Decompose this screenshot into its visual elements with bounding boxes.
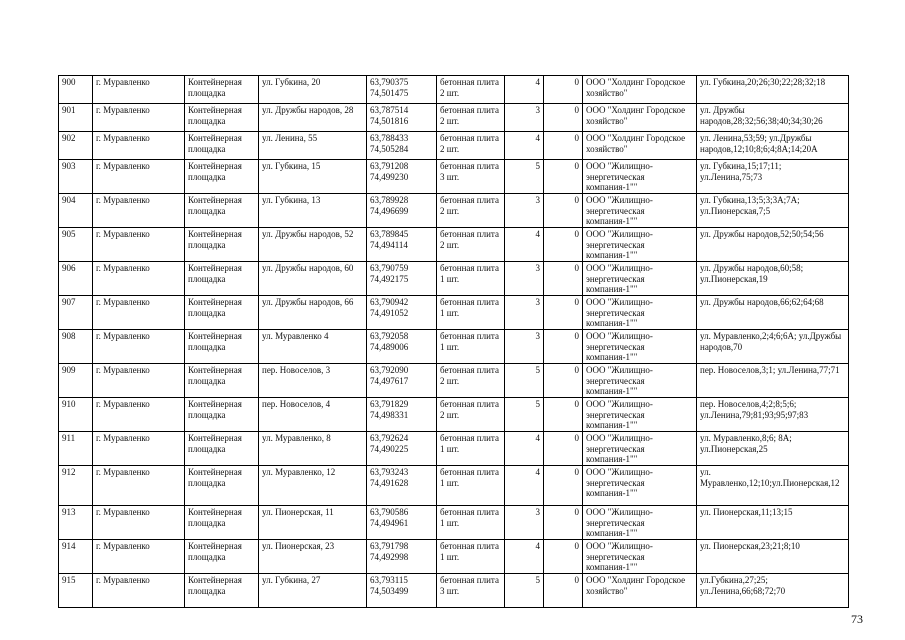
- container-count-cell: 5: [505, 574, 544, 608]
- organization-cell: ООО "Жилищно-энергетическая компания-1"": [583, 466, 697, 506]
- site-type-cell: Контейнерная площадка: [185, 398, 259, 432]
- latitude: 63,788433: [370, 133, 409, 143]
- city-cell: г. Муравленко: [93, 398, 185, 432]
- container-count-cell: 4: [505, 466, 544, 506]
- container-count-cell: 3: [505, 330, 544, 364]
- site-type-cell: Контейнерная площадка: [185, 262, 259, 296]
- city-cell: г. Муравленко: [93, 76, 185, 104]
- volume-cell: 0: [544, 160, 583, 194]
- latitude: 63,791798: [370, 541, 409, 551]
- surface-cell: бетонная плита 3 шт.: [437, 574, 505, 608]
- site-type-cell: Контейнерная площадка: [185, 104, 259, 132]
- city-cell: г. Муравленко: [93, 540, 185, 574]
- address-cell: ул. Муравленко 4: [259, 330, 367, 364]
- table-body: [59, 76, 849, 608]
- longitude: 74,503499: [370, 585, 409, 596]
- coordinates-cell: [367, 398, 437, 432]
- surface-cell: бетонная плита 2 шт.: [437, 104, 505, 132]
- city-cell: г. Муравленко: [93, 296, 185, 330]
- container-sites-table: [58, 75, 849, 608]
- city-cell: г. Муравленко: [93, 432, 185, 466]
- surface-cell: бетонная плита 2 шт.: [437, 364, 505, 398]
- longitude: 74,497617: [370, 375, 409, 386]
- served-addresses-cell: ул. Муравленко,8;6; 8А; ул.Пионерская,25: [697, 432, 849, 466]
- city-cell: г. Муравленко: [93, 506, 185, 540]
- table-row: [59, 432, 849, 466]
- city-cell: г. Муравленко: [93, 262, 185, 296]
- volume-cell: 0: [544, 132, 583, 160]
- volume-cell: 0: [544, 364, 583, 398]
- served-addresses-cell: ул. Дружбы народов,66;62;64;68: [697, 296, 849, 330]
- organization-cell: ООО "Жилищно-энергетическая компания-1"": [583, 296, 697, 330]
- container-count-cell: 4: [505, 132, 544, 160]
- served-addresses-cell: ул. Дружбы народов,60;58; ул.Пионерская,19: [697, 262, 849, 296]
- longitude: 74,505284: [370, 143, 409, 154]
- latitude: 63,792058: [370, 331, 409, 341]
- address-cell: ул. Пионерская, 11: [259, 506, 367, 540]
- longitude: 74,489006: [370, 341, 409, 352]
- served-addresses-cell: ул. Губкина,15;17;11; ул.Ленина,75;73: [697, 160, 849, 194]
- container-count-cell: 3: [505, 262, 544, 296]
- coordinates-cell: [367, 76, 437, 104]
- coordinates-cell: [367, 160, 437, 194]
- longitude: 74,494114: [370, 239, 408, 250]
- volume-cell: 0: [544, 540, 583, 574]
- site-type-cell: Контейнерная площадка: [185, 466, 259, 506]
- row-number: 911: [59, 432, 93, 466]
- address-cell: ул. Губкина, 15: [259, 160, 367, 194]
- longitude: 74,492175: [370, 273, 409, 284]
- container-count-cell: 5: [505, 160, 544, 194]
- row-number: 904: [59, 194, 93, 228]
- organization-cell: ООО "Жилищно-энергетическая компания-1"": [583, 506, 697, 540]
- row-number: 908: [59, 330, 93, 364]
- city-cell: г. Муравленко: [93, 104, 185, 132]
- organization-cell: ООО "Жилищно-энергетическая компания-1"": [583, 432, 697, 466]
- address-cell: ул. Губкина, 27: [259, 574, 367, 608]
- table-row: [59, 574, 849, 608]
- served-addresses-cell: ул.Губкина,27;25; ул.Ленина,66;68;72;70: [697, 574, 849, 608]
- row-number: 905: [59, 228, 93, 262]
- latitude: 63,790586: [370, 507, 409, 517]
- table-row: [59, 228, 849, 262]
- volume-cell: 0: [544, 574, 583, 608]
- row-number: 903: [59, 160, 93, 194]
- coordinates-cell: [367, 296, 437, 330]
- latitude: 63,790942: [370, 297, 409, 307]
- coordinates-cell: [367, 574, 437, 608]
- coordinates-cell: [367, 540, 437, 574]
- coordinates-cell: [367, 194, 437, 228]
- row-number: 912: [59, 466, 93, 506]
- site-type-cell: Контейнерная площадка: [185, 432, 259, 466]
- served-addresses-cell: ул. Дружбы народов,52;50;54;56: [697, 228, 849, 262]
- volume-cell: 0: [544, 466, 583, 506]
- row-number: 914: [59, 540, 93, 574]
- coordinates-cell: [367, 104, 437, 132]
- city-cell: г. Муравленко: [93, 132, 185, 160]
- organization-cell: ООО "Жилищно-энергетическая компания-1"": [583, 228, 697, 262]
- surface-cell: бетонная плита 1 шт.: [437, 330, 505, 364]
- served-addresses-cell: пер. Новоселов,3;1; ул.Ленина,77;71: [697, 364, 849, 398]
- row-number: 909: [59, 364, 93, 398]
- row-number: 900: [59, 76, 93, 104]
- site-type-cell: Контейнерная площадка: [185, 506, 259, 540]
- table-row: [59, 330, 849, 364]
- organization-cell: ООО "Жилищно-энергетическая компания-1"": [583, 194, 697, 228]
- latitude: 63,789928: [370, 195, 409, 205]
- longitude: 74,492998: [370, 551, 409, 562]
- table-row: [59, 104, 849, 132]
- page-number: 73: [851, 612, 863, 626]
- coordinates-cell: [367, 432, 437, 466]
- volume-cell: 0: [544, 506, 583, 540]
- longitude: 74,496699: [370, 205, 409, 216]
- coordinates-cell: [367, 262, 437, 296]
- site-type-cell: Контейнерная площадка: [185, 76, 259, 104]
- surface-cell: бетонная плита 1 шт.: [437, 262, 505, 296]
- table-row: [59, 466, 849, 506]
- volume-cell: 0: [544, 296, 583, 330]
- coordinates-cell: [367, 228, 437, 262]
- row-number: 901: [59, 104, 93, 132]
- site-type-cell: Контейнерная площадка: [185, 364, 259, 398]
- address-cell: ул. Дружбы народов, 52: [259, 228, 367, 262]
- address-cell: ул. Губкина, 13: [259, 194, 367, 228]
- container-count-cell: 5: [505, 364, 544, 398]
- coordinates-cell: [367, 466, 437, 506]
- organization-cell: ООО "Жилищно-энергетическая компания-1"": [583, 160, 697, 194]
- surface-cell: бетонная плита 1 шт.: [437, 540, 505, 574]
- container-count-cell: 3: [505, 506, 544, 540]
- organization-cell: ООО "Холдинг Городское хозяйство": [583, 104, 697, 132]
- served-addresses-cell: ул. Дружбы народов,28;32;56;38;40;34;30;26: [697, 104, 849, 132]
- volume-cell: 0: [544, 104, 583, 132]
- row-number: 910: [59, 398, 93, 432]
- address-cell: ул. Пионерская, 23: [259, 540, 367, 574]
- volume-cell: 0: [544, 228, 583, 262]
- latitude: 63,791208: [370, 161, 409, 171]
- volume-cell: 0: [544, 330, 583, 364]
- table-row: [59, 194, 849, 228]
- coordinates-cell: [367, 330, 437, 364]
- coordinates-cell: [367, 132, 437, 160]
- longitude: 74,490225: [370, 443, 409, 454]
- row-number: 915: [59, 574, 93, 608]
- site-type-cell: Контейнерная площадка: [185, 228, 259, 262]
- volume-cell: 0: [544, 194, 583, 228]
- longitude: 74,501475: [370, 87, 409, 98]
- container-count-cell: 4: [505, 228, 544, 262]
- latitude: 63,793243: [370, 467, 409, 477]
- table-row: [59, 364, 849, 398]
- row-number: 907: [59, 296, 93, 330]
- city-cell: г. Муравленко: [93, 466, 185, 506]
- site-type-cell: Контейнерная площадка: [185, 296, 259, 330]
- site-type-cell: Контейнерная площадка: [185, 330, 259, 364]
- served-addresses-cell: пер. Новоселов,4;2;8;5;6; ул.Ленина,79;81;93;95;97;83: [697, 398, 849, 432]
- served-addresses-cell: ул. Губкина,13;5;3;3А;7А; ул.Пионерская,7;5: [697, 194, 849, 228]
- served-addresses-cell: ул. Ленина,53;59; ул.Дружбы народов,12;10;8;6;4;8А;14;20А: [697, 132, 849, 160]
- address-cell: пер. Новоселов, 4: [259, 398, 367, 432]
- longitude: 74,499230: [370, 171, 409, 182]
- longitude: 74,501816: [370, 115, 409, 126]
- surface-cell: бетонная плита 3 шт.: [437, 160, 505, 194]
- address-cell: ул. Муравленко, 12: [259, 466, 367, 506]
- served-addresses-cell: ул. Губкина,20;26;30;22;28;32;18: [697, 76, 849, 104]
- address-cell: ул. Дружбы народов, 60: [259, 262, 367, 296]
- longitude: 74,491052: [370, 307, 409, 318]
- latitude: 63,789845: [370, 229, 409, 239]
- address-cell: ул. Дружбы народов, 66: [259, 296, 367, 330]
- table-row: [59, 132, 849, 160]
- latitude: 63,787514: [370, 105, 409, 115]
- address-cell: ул. Муравленко, 8: [259, 432, 367, 466]
- site-type-cell: Контейнерная площадка: [185, 160, 259, 194]
- site-type-cell: Контейнерная площадка: [185, 194, 259, 228]
- row-number: 902: [59, 132, 93, 160]
- latitude: 63,792090: [370, 365, 409, 375]
- organization-cell: ООО "Холдинг Городское хозяйство": [583, 574, 697, 608]
- longitude: 74,494961: [370, 517, 409, 528]
- container-count-cell: 3: [505, 104, 544, 132]
- city-cell: г. Муравленко: [93, 160, 185, 194]
- table-row: [59, 398, 849, 432]
- row-number: 913: [59, 506, 93, 540]
- city-cell: г. Муравленко: [93, 574, 185, 608]
- table-row: [59, 540, 849, 574]
- surface-cell: бетонная плита 1 шт.: [437, 296, 505, 330]
- latitude: 63,790759: [370, 263, 409, 273]
- volume-cell: 0: [544, 76, 583, 104]
- site-type-cell: Контейнерная площадка: [185, 574, 259, 608]
- city-cell: г. Муравленко: [93, 330, 185, 364]
- row-number: 906: [59, 262, 93, 296]
- longitude: 74,498331: [370, 409, 409, 420]
- container-count-cell: 5: [505, 398, 544, 432]
- site-type-cell: Контейнерная площадка: [185, 132, 259, 160]
- surface-cell: бетонная плита 2 шт.: [437, 76, 505, 104]
- coordinates-cell: [367, 506, 437, 540]
- table-row: [59, 76, 849, 104]
- served-addresses-cell: ул. Пионерская,11;13;15: [697, 506, 849, 540]
- table-row: [59, 160, 849, 194]
- served-addresses-cell: ул. Муравленко,12;10;ул.Пионерская,12: [697, 466, 849, 506]
- latitude: 63,791829: [370, 399, 409, 409]
- organization-cell: ООО "Холдинг Городское хозяйство": [583, 76, 697, 104]
- address-cell: пер. Новоселов, 3: [259, 364, 367, 398]
- surface-cell: бетонная плита 1 шт.: [437, 466, 505, 506]
- site-type-cell: Контейнерная площадка: [185, 540, 259, 574]
- served-addresses-cell: ул. Муравленко,2;4;6;6А; ул.Дружбы народов,70: [697, 330, 849, 364]
- table-row: [59, 506, 849, 540]
- address-cell: ул. Ленина, 55: [259, 132, 367, 160]
- surface-cell: бетонная плита 2 шт.: [437, 398, 505, 432]
- organization-cell: ООО "Жилищно-энергетическая компания-1"": [583, 398, 697, 432]
- organization-cell: ООО "Жилищно-энергетическая компания-1"": [583, 330, 697, 364]
- organization-cell: ООО "Жилищно-энергетическая компания-1"": [583, 540, 697, 574]
- longitude: 74,491628: [370, 477, 409, 488]
- latitude: 63,793115: [370, 575, 408, 585]
- organization-cell: ООО "Жилищно-энергетическая компания-1"": [583, 364, 697, 398]
- city-cell: г. Муравленко: [93, 228, 185, 262]
- city-cell: г. Муравленко: [93, 194, 185, 228]
- container-count-cell: 4: [505, 540, 544, 574]
- container-count-cell: 3: [505, 296, 544, 330]
- surface-cell: бетонная плита 1 шт.: [437, 432, 505, 466]
- container-count-cell: 4: [505, 76, 544, 104]
- address-cell: ул. Губкина, 20: [259, 76, 367, 104]
- coordinates-cell: [367, 364, 437, 398]
- surface-cell: бетонная плита 2 шт.: [437, 228, 505, 262]
- organization-cell: ООО "Холдинг Городское хозяйство": [583, 132, 697, 160]
- volume-cell: 0: [544, 432, 583, 466]
- volume-cell: 0: [544, 398, 583, 432]
- latitude: 63,792624: [370, 433, 409, 443]
- container-count-cell: 3: [505, 194, 544, 228]
- organization-cell: ООО "Жилищно-энергетическая компания-1"": [583, 262, 697, 296]
- volume-cell: 0: [544, 262, 583, 296]
- surface-cell: бетонная плита 1 шт.: [437, 506, 505, 540]
- surface-cell: бетонная плита 2 шт.: [437, 194, 505, 228]
- container-count-cell: 4: [505, 432, 544, 466]
- table-row: [59, 296, 849, 330]
- city-cell: г. Муравленко: [93, 364, 185, 398]
- served-addresses-cell: ул. Пионерская,23;21;8;10: [697, 540, 849, 574]
- table-row: [59, 262, 849, 296]
- address-cell: ул. Дружбы народов, 28: [259, 104, 367, 132]
- surface-cell: бетонная плита 2 шт.: [437, 132, 505, 160]
- latitude: 63,790375: [370, 77, 409, 87]
